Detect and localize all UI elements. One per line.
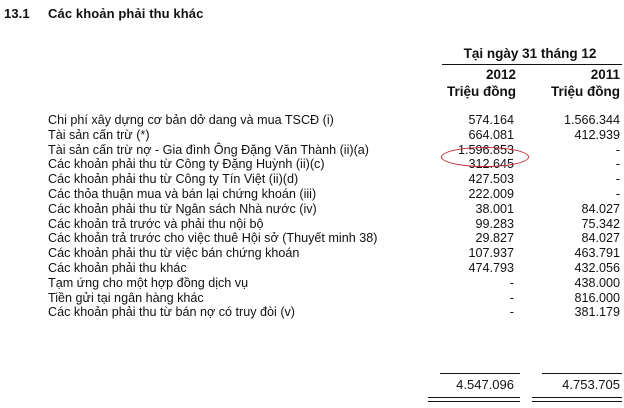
- row-label: Tài sản cấn trừ (*): [48, 127, 150, 142]
- table-row: [0, 291, 624, 306]
- row-value-2011: -: [615, 172, 620, 187]
- subtotal-rule-2011: [542, 373, 622, 374]
- row-value-2012: 29.827: [475, 231, 514, 246]
- row-value-2012: 222.009: [468, 186, 514, 201]
- total-2011: 4.753.705: [562, 377, 620, 392]
- row-label: Các khoản phải thu từ Công ty Đặng Huỳnh (ii)(c): [48, 157, 325, 172]
- row-value-2011: 438.000: [574, 275, 620, 290]
- row-value-2011: -: [615, 142, 620, 157]
- row-label: Các khoản phải thu từ bán nợ có truy đòi (v): [48, 305, 296, 320]
- subtotal-rule-2012: [440, 373, 520, 374]
- highlight-circle: [441, 147, 529, 167]
- row-value-2011: 432.056: [574, 260, 620, 275]
- row-value-2011: 463.791: [574, 246, 620, 261]
- row-value-2011: 84.027: [581, 231, 620, 246]
- row-value-2011: 381.179: [574, 305, 620, 320]
- row-label: Các khoản phải thu từ Công ty Tín Việt (ii)(d): [48, 172, 299, 187]
- row-value-2012: 664.081: [468, 127, 514, 142]
- column-header-2011: [534, 66, 620, 100]
- column-unit-2011: Triệu đồng: [551, 84, 620, 99]
- table-row: [0, 187, 624, 202]
- row-label: Các khoản phải thu từ việc bán chứng khoán: [48, 246, 300, 261]
- row-value-2011: 84.027: [581, 201, 620, 216]
- total-double-rule-2011: [532, 397, 622, 402]
- total-double-rule-2012: [428, 397, 520, 402]
- table-row: [0, 276, 624, 291]
- row-label: Tài sản cấn trừ nợ - Gia đình Ông Đặng Văn Thành (ii)(a): [48, 142, 369, 157]
- column-year-2011: 2011: [590, 67, 620, 82]
- table-row: [0, 231, 624, 246]
- table-row: [0, 143, 624, 158]
- table-row: [0, 157, 624, 172]
- row-value-2011: 412.939: [574, 127, 620, 142]
- row-value-2011: 816.000: [574, 290, 620, 305]
- row-value-2012: 312.645: [468, 157, 514, 172]
- row-value-2012: -: [509, 290, 514, 305]
- total-2012: 4.547.096: [456, 377, 514, 392]
- period-header: Tại ngày 31 tháng 12: [463, 46, 597, 61]
- table-row: [0, 172, 624, 187]
- row-label: Tạm ứng cho một hợp đồng dịch vụ: [48, 275, 249, 290]
- row-label: Chi phí xây dựng cơ bản dở dang và mua TSCĐ (i): [48, 113, 334, 127]
- row-value-2011: -: [615, 186, 620, 201]
- row-value-2012: -: [509, 305, 514, 320]
- row-value-2012: 38.001: [475, 201, 514, 216]
- receivables-table: [0, 113, 624, 320]
- table-row: [0, 305, 624, 320]
- row-label: Các khoản trả trước và phải thu nội bộ: [48, 216, 264, 231]
- row-value-2012: 1.596.853: [457, 142, 514, 157]
- section-number: 13.1: [4, 6, 30, 21]
- row-value-2011: 75.342: [581, 216, 620, 231]
- row-label: Các khoản phải thu khác: [48, 260, 187, 275]
- row-value-2012: 107.937: [468, 246, 514, 261]
- section-heading: [4, 6, 203, 21]
- row-label: Tiền gửi tại ngân hàng khác: [48, 290, 204, 305]
- row-value-2012: 99.283: [475, 216, 514, 231]
- row-label: Các khoản phải thu từ Ngân sách Nhà nước (iv): [48, 201, 317, 216]
- column-header-2012: [430, 66, 516, 100]
- row-value-2012: -: [509, 275, 514, 290]
- column-year-2012: 2012: [485, 67, 516, 82]
- table-row: [0, 261, 624, 276]
- row-label: Các khoản trả trước cho việc thuê Hội sở (Thuyết minh 38): [48, 231, 378, 246]
- table-row: [0, 217, 624, 232]
- row-value-2012: 474.793: [468, 260, 514, 275]
- column-unit-2012: Triệu đồng: [447, 84, 516, 99]
- row-label: Các thỏa thuận mua và bán lại chứng khoán (iii): [48, 186, 317, 201]
- section-title: Các khoản phải thu khác: [48, 6, 204, 21]
- period-header-rule: [442, 64, 622, 65]
- table-row: [0, 128, 624, 143]
- table-row: [0, 246, 624, 261]
- row-value-2011: 1.566.344: [563, 113, 620, 127]
- row-value-2012: 574.164: [468, 113, 514, 127]
- row-value-2011: -: [615, 157, 620, 172]
- table-row: [0, 113, 624, 128]
- row-value-2012: 427.503: [468, 172, 514, 187]
- table-row: [0, 202, 624, 217]
